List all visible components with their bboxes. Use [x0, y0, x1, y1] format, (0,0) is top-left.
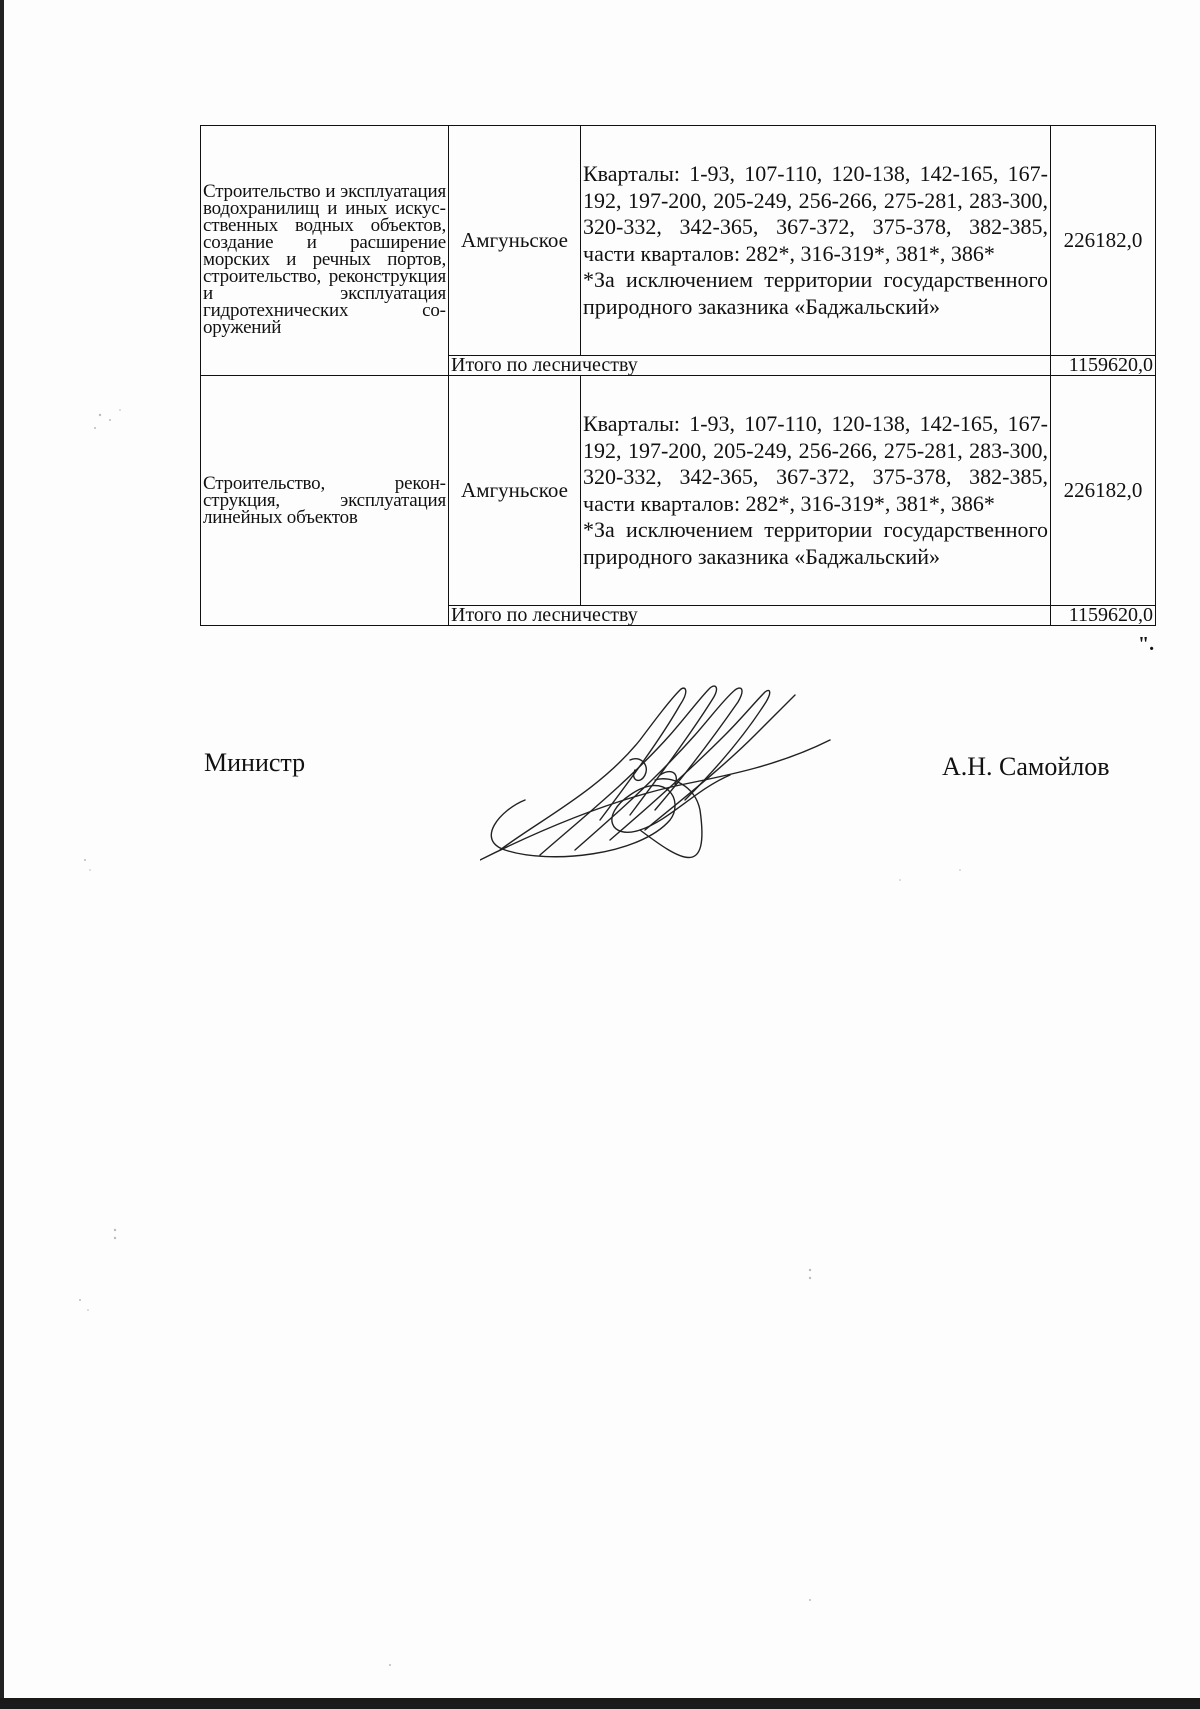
total-label: Итого по лесничеству — [449, 356, 1051, 376]
handwritten-signature — [480, 680, 840, 880]
quarters-cell — [581, 376, 1051, 606]
quarters-text: Кварталы: 1-93, 107-110, 120-138, 142-165, 167-192, 197-200, 205-249, 256-266, 275-281, 283-300, 320-332, 342-365, 367-372, 375-378, 382-385, части кварталов: 282*, 316-319*, 381*, 386* — [583, 161, 1048, 266]
area-cell: 226182,0 — [1051, 376, 1156, 606]
total-value: 1159620,0 — [1051, 606, 1156, 626]
signatory-name: А.Н. Самойлов — [942, 752, 1110, 781]
forestry-table — [200, 125, 1156, 626]
total-label: Итого по лесничеству — [449, 606, 1051, 626]
signatory-position: Министр — [204, 748, 306, 777]
table-row — [201, 126, 1156, 356]
table-row — [201, 376, 1156, 606]
quarters-text: Кварталы: 1-93, 107-110, 120-138, 142-165, 167-192, 197-200, 205-249, 256-266, 275-281, 283-300, 320-332, 342-365, 367-372, 375-378, 382-385, части кварталов: 282*, 316-319*, 381*, 386* — [583, 411, 1048, 516]
forestry-cell: Амгуньское — [449, 126, 581, 356]
closing-quote: ". — [1138, 633, 1155, 655]
total-value: 1159620,0 — [1051, 356, 1156, 376]
quarters-note: *За исключением территории государственного природного заказника «Баджальский» — [583, 267, 1048, 319]
area-cell: 226182,0 — [1051, 126, 1156, 356]
forestry-cell: Амгуньское — [449, 376, 581, 606]
quarters-cell — [581, 126, 1051, 356]
quarters-note: *За исключением территории государственного природного заказника «Баджальский» — [583, 517, 1048, 569]
scan-bottom-edge — [0, 1698, 1200, 1709]
scan-left-edge — [0, 0, 4, 1709]
activity-cell: Строительство, реконструкция, эксплуатация линейных объектов — [201, 376, 449, 626]
activity-cell: Строительство и эксплуатация водохранилищ и иных искусственных водных объектов, создание и расширение морских и речных портов, строительство, реконструкция и эксплуатация гидротехнических сооружений — [201, 126, 449, 376]
